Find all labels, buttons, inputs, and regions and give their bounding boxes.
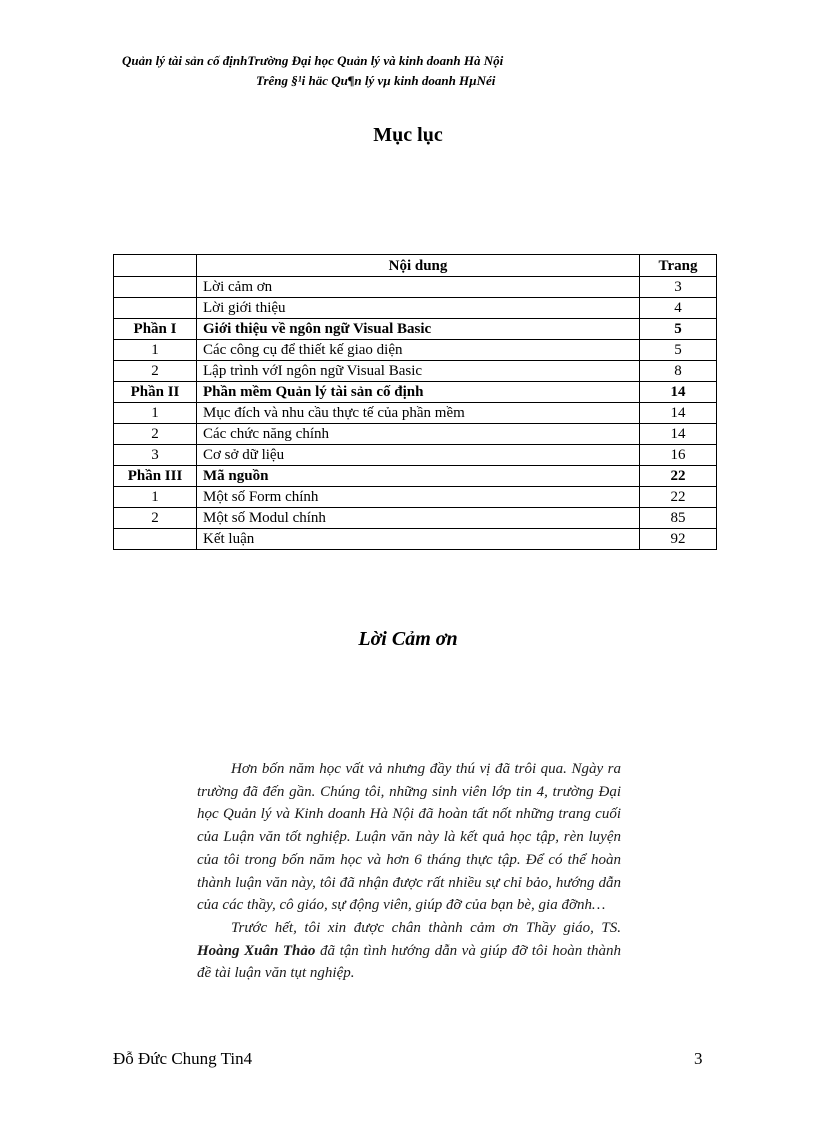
toc-row-content: Kết luận bbox=[197, 529, 640, 550]
toc-header-row bbox=[114, 255, 717, 277]
toc-row bbox=[114, 298, 717, 319]
toc-row-content: Cơ sở dữ liệu bbox=[197, 445, 640, 466]
toc-row-number: Phần III bbox=[114, 466, 197, 487]
toc-row-page: 3 bbox=[640, 277, 717, 298]
acknowledgement-body bbox=[197, 758, 621, 985]
footer-page-number: 3 bbox=[694, 1049, 703, 1068]
toc-row-content: Một số Modul chính bbox=[197, 508, 640, 529]
toc-row-page: 5 bbox=[640, 340, 717, 361]
running-header-line-1: Quản lý tài sản cố địnhTrường Đại học Quản lý và kinh doanh Hà Nội bbox=[122, 53, 504, 68]
toc-row bbox=[114, 466, 717, 487]
toc-row-page: 22 bbox=[640, 487, 717, 508]
toc-row bbox=[114, 508, 717, 529]
running-header-line-2: Trêng §¹i häc Qu¶n lý vµ kinh doanh HµNéi bbox=[256, 73, 496, 88]
toc-row-number: 1 bbox=[114, 487, 197, 508]
paragraph-2-text-after: đã tận tình hướng dẫn và giúp đỡ tôi hoàn thành đề tài luận văn tụt nghiệp. bbox=[197, 942, 621, 982]
toc-row-content: Mục đích và nhu cầu thực tế của phần mềm bbox=[197, 403, 640, 424]
toc-row-page: 8 bbox=[640, 361, 717, 382]
toc-row-number bbox=[114, 529, 197, 550]
toc-row bbox=[114, 319, 717, 340]
toc-row-content: Lời giới thiệu bbox=[197, 298, 640, 319]
toc-row-content: Lời cảm ơn bbox=[197, 277, 640, 298]
toc-column-header-number bbox=[114, 255, 197, 277]
acknowledgement-paragraph-2 bbox=[197, 917, 621, 985]
toc-column-header-content: Nội dung bbox=[197, 255, 640, 277]
toc-row-number: 1 bbox=[114, 340, 197, 361]
toc-row bbox=[114, 487, 717, 508]
toc-row-number: Phần I bbox=[114, 319, 197, 340]
toc-row-number bbox=[114, 298, 197, 319]
toc-row bbox=[114, 445, 717, 466]
toc-row-content: Các công cụ để thiết kế giao diện bbox=[197, 340, 640, 361]
toc-row-page: 5 bbox=[640, 319, 717, 340]
toc-row-content: Mã nguồn bbox=[197, 466, 640, 487]
toc-row-content: Lập trình vớI ngôn ngữ Visual Basic bbox=[197, 361, 640, 382]
toc-row-page: 16 bbox=[640, 445, 717, 466]
toc-row-number: 2 bbox=[114, 508, 197, 529]
toc-row-page: 85 bbox=[640, 508, 717, 529]
toc-row-number: 3 bbox=[114, 445, 197, 466]
toc-row bbox=[114, 361, 717, 382]
toc-row bbox=[114, 277, 717, 298]
footer-author: Đỗ Đức Chung Tin4 bbox=[113, 1049, 253, 1068]
toc-row-content: Giới thiệu về ngôn ngữ Visual Basic bbox=[197, 319, 640, 340]
advisor-name: Hoàng Xuân Thảo bbox=[197, 942, 316, 959]
toc-row-page: 22 bbox=[640, 466, 717, 487]
toc-row-page: 92 bbox=[640, 529, 717, 550]
toc-row-number: 1 bbox=[114, 403, 197, 424]
toc-row bbox=[114, 403, 717, 424]
toc-row-page: 14 bbox=[640, 403, 717, 424]
toc-row bbox=[114, 340, 717, 361]
toc-row bbox=[114, 529, 717, 550]
toc-title: Mục lục bbox=[373, 124, 443, 146]
toc-row-content: Một số Form chính bbox=[197, 487, 640, 508]
toc-row bbox=[114, 382, 717, 403]
toc-row-number: Phần II bbox=[114, 382, 197, 403]
toc-column-header-page: Trang bbox=[640, 255, 717, 277]
toc-row-number bbox=[114, 277, 197, 298]
toc-row-number: 2 bbox=[114, 361, 197, 382]
acknowledgement-paragraph-1: Hơn bốn năm học vất vả nhưng đầy thú vị đã trôi qua. Ngày ra trường đã đến gần. Chúng tôi, những sinh viên lớp tin 4, trường Đại học Quản lý và Kinh doanh Hà Nội đã hoàn tất nốt những trang cuối của Luận văn tốt nghiệp. Luận văn này là kết quả học tập, rèn luyện của tôi trong bốn năm học và hơn 6 tháng thực tập. Để có thể hoàn thành luận văn này, tôi đã nhận được rất nhiều sự chỉ bảo, hướng dẫn của các thầy, cô giáo, sự động viên, giúp đỡ của bạn bè, gia đỡnh… bbox=[197, 761, 621, 914]
toc-table bbox=[113, 254, 717, 550]
toc-row-content: Phần mềm Quản lý tài sản cố định bbox=[197, 382, 640, 403]
acknowledgement-title: Lời Cảm ơn bbox=[358, 628, 458, 650]
toc-row-number: 2 bbox=[114, 424, 197, 445]
toc-row-content: Các chức năng chính bbox=[197, 424, 640, 445]
toc-row bbox=[114, 424, 717, 445]
toc-row-page: 14 bbox=[640, 382, 717, 403]
toc-row-page: 4 bbox=[640, 298, 717, 319]
toc-row-page: 14 bbox=[640, 424, 717, 445]
paragraph-2-text-before: Trước hết, tôi xin được chân thành cảm ơn Thầy giáo, TS. bbox=[231, 919, 621, 936]
